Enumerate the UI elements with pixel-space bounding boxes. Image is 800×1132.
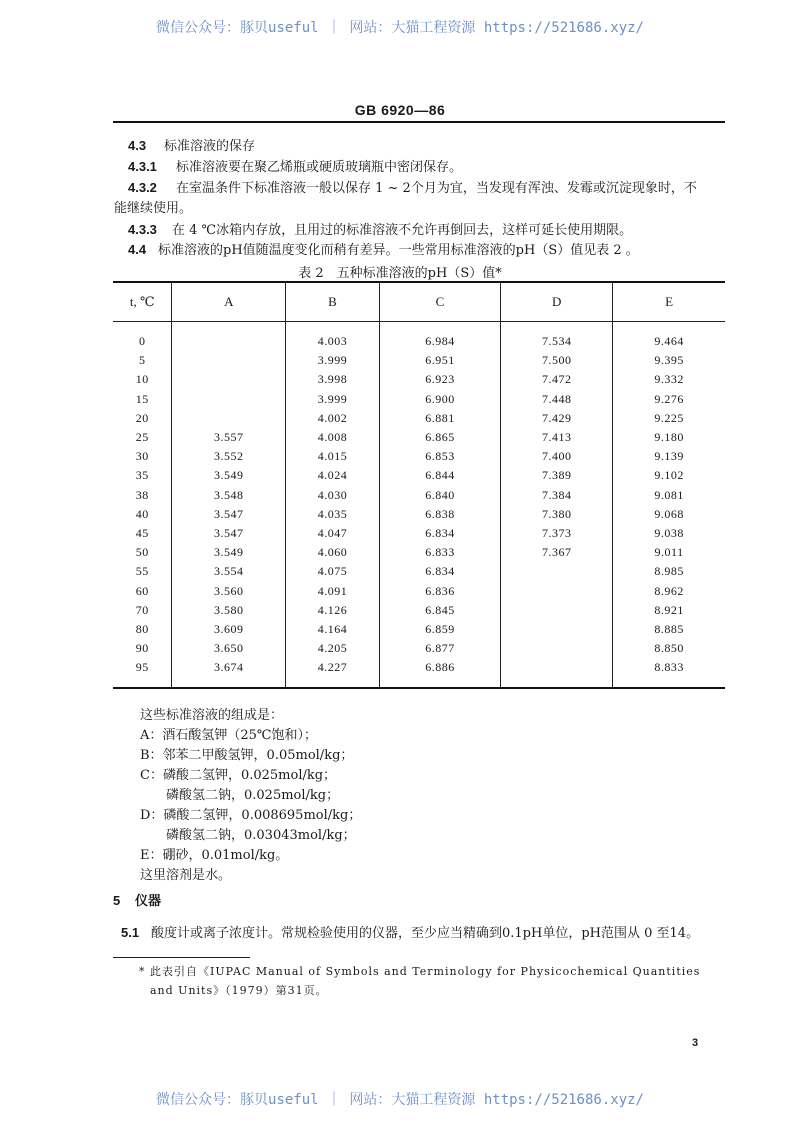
cell-b: 4.075 [286, 562, 380, 581]
cell-b: 4.002 [286, 409, 380, 428]
header-e: E [613, 282, 725, 322]
cell-temperature: 25 [135, 430, 149, 445]
table-row [113, 658, 725, 688]
cell-e: 9.225 [613, 409, 725, 428]
cell-c: 6.877 [379, 639, 501, 658]
table-row [113, 351, 725, 370]
cell-a: 3.547 [172, 505, 286, 524]
table-row [113, 486, 725, 505]
cell-temperature: 0 [138, 334, 146, 349]
cell-temperature: 60 [135, 583, 149, 598]
table-row [113, 322, 725, 352]
cell-d: 7.429 [501, 409, 613, 428]
composition-item: E：硼砂，0.01mol/kg。 [140, 848, 289, 863]
table-row [113, 370, 725, 389]
table-row [113, 581, 725, 600]
table-row [113, 409, 725, 428]
cell-e: 9.068 [613, 505, 725, 524]
cell-c: 6.853 [379, 447, 501, 466]
section-5-1 [121, 925, 699, 942]
cell-c: 6.833 [379, 543, 501, 562]
cell-e: 9.180 [613, 428, 725, 447]
section-number: 4.3 [128, 138, 147, 153]
section-text: 标准溶液的保存 [164, 139, 256, 154]
cell-temperature: 38 [135, 487, 149, 502]
section-text: 标准溶液要在聚乙烯瓶或硬质玻璃瓶中密闭保存。 [176, 160, 463, 175]
section-number: 5.1 [121, 925, 140, 940]
composition-item: 磷酸氢二钠，0.025mol/kg； [140, 788, 340, 803]
header-d: D [501, 282, 613, 322]
cell-c: 6.865 [379, 428, 501, 447]
composition-outro: 这里溶剂是水。 [140, 868, 232, 883]
cell-e: 8.850 [613, 639, 725, 658]
table-row [113, 390, 725, 409]
section-text: 酸度计或离子浓度计。常规检验使用的仪器，至少应当精确到0.1pH单位，pH范围从 0 至14。 [151, 926, 700, 941]
cell-c: 6.900 [379, 390, 501, 409]
cell-b: 4.015 [286, 447, 380, 466]
cell-c: 6.834 [379, 524, 501, 543]
cell-a: 3.674 [172, 658, 286, 688]
table-row [113, 428, 725, 447]
section-number: 4.3.1 [128, 159, 157, 174]
cell-c: 6.845 [379, 601, 501, 620]
header-a: A [172, 282, 286, 322]
section-number: 4.4 [128, 242, 147, 257]
cell-e: 9.081 [613, 486, 725, 505]
table-row [113, 505, 725, 524]
cell-c: 6.886 [379, 658, 501, 688]
cell-a [172, 322, 286, 352]
cell-a: 3.548 [172, 486, 286, 505]
cell-e: 8.985 [613, 562, 725, 581]
cell-d: 7.373 [501, 524, 613, 543]
cell-b: 4.030 [286, 486, 380, 505]
cell-b: 4.164 [286, 620, 380, 639]
section-4-3-2-continuation: 能继续使用。 [114, 201, 193, 216]
page-number: 3 [692, 1037, 699, 1049]
cell-d [501, 639, 613, 658]
section-number: 5 [113, 893, 121, 908]
footnote-line-2: and Units》（1979）第31页。 [150, 984, 328, 997]
header-b: B [286, 282, 380, 322]
cell-a: 3.609 [172, 620, 286, 639]
section-4-3-3 [128, 222, 632, 239]
cell-c: 6.844 [379, 466, 501, 485]
section-number: 4.3.2 [128, 180, 157, 195]
cell-e: 8.921 [613, 601, 725, 620]
cell-e: 9.038 [613, 524, 725, 543]
cell-c: 6.881 [379, 409, 501, 428]
standard-code-header: GB 6920—86 [354, 102, 446, 118]
cell-c: 6.840 [379, 486, 501, 505]
cell-temperature: 15 [135, 391, 149, 406]
footnote-rule [113, 957, 250, 958]
cell-d: 7.472 [501, 370, 613, 389]
cell-b: 4.091 [286, 581, 380, 600]
cell-e: 8.885 [613, 620, 725, 639]
cell-e: 8.962 [613, 581, 725, 600]
cell-d [501, 581, 613, 600]
cell-e: 9.332 [613, 370, 725, 389]
cell-b: 4.060 [286, 543, 380, 562]
cell-a: 3.549 [172, 543, 286, 562]
cell-b: 3.998 [286, 370, 380, 389]
table-row [113, 639, 725, 658]
ph-values-table [113, 281, 725, 689]
cell-temperature: 35 [135, 468, 149, 483]
composition-item: A：酒石酸氢钾（25℃饱和）； [140, 728, 317, 743]
cell-a: 3.549 [172, 466, 286, 485]
cell-temperature: 90 [135, 641, 149, 656]
cell-e: 9.011 [613, 543, 725, 562]
cell-a [172, 351, 286, 370]
cell-e: 9.139 [613, 447, 725, 466]
cell-c: 6.834 [379, 562, 501, 581]
cell-temperature: 80 [135, 621, 149, 636]
watermark-top: 微信公众号：豚贝useful ｜ 网站：大猫工程资源 https://521686.xyz/ [155, 20, 644, 36]
section-4-4 [128, 242, 639, 259]
cell-temperature: 20 [135, 410, 149, 425]
section-text: 标准溶液的pH值随温度变化而稍有差异。一些常用标准溶液的pH（S）值见表 2 。 [158, 243, 639, 258]
cell-temperature: 70 [135, 602, 149, 617]
cell-b: 4.024 [286, 466, 380, 485]
cell-e: 9.395 [613, 351, 725, 370]
cell-a [172, 409, 286, 428]
section-5-heading [113, 893, 161, 910]
header-temperature: t, ℃ [113, 282, 172, 322]
table-row [113, 562, 725, 581]
cell-a: 3.552 [172, 447, 286, 466]
table-row [113, 620, 725, 639]
cell-b: 3.999 [286, 351, 380, 370]
cell-c: 6.984 [379, 322, 501, 352]
cell-d: 7.534 [501, 322, 613, 352]
cell-e: 9.102 [613, 466, 725, 485]
header-c: C [379, 282, 501, 322]
section-text: 在室温条件下标准溶液一般以保存 1 ~ 2个月为宜，当发现有浑浊、发霉或沉淀现象时，不 [176, 181, 697, 196]
cell-b: 4.035 [286, 505, 380, 524]
cell-b: 4.047 [286, 524, 380, 543]
table-row [113, 524, 725, 543]
cell-e: 9.464 [613, 322, 725, 352]
cell-d: 7.380 [501, 505, 613, 524]
cell-a: 3.650 [172, 639, 286, 658]
cell-d [501, 562, 613, 581]
cell-c: 6.951 [379, 351, 501, 370]
cell-c: 6.859 [379, 620, 501, 639]
cell-d [501, 601, 613, 620]
cell-temperature: 10 [135, 372, 149, 387]
cell-a [172, 370, 286, 389]
cell-d: 7.413 [501, 428, 613, 447]
table-row [113, 466, 725, 485]
cell-b: 3.999 [286, 390, 380, 409]
composition-intro: 这些标准溶液的组成是： [140, 708, 284, 723]
cell-temperature: 30 [135, 449, 149, 464]
cell-a: 3.547 [172, 524, 286, 543]
cell-a: 3.554 [172, 562, 286, 581]
table-body [113, 322, 725, 689]
cell-c: 6.838 [379, 505, 501, 524]
section-title: 仪器 [135, 894, 162, 909]
cell-b: 4.126 [286, 601, 380, 620]
cell-temperature: 45 [135, 525, 149, 540]
table-row [113, 447, 725, 466]
cell-e: 9.276 [613, 390, 725, 409]
table-row [113, 543, 725, 562]
cell-d: 7.367 [501, 543, 613, 562]
cell-d [501, 620, 613, 639]
watermark-bottom: 微信公众号：豚贝useful ｜ 网站：大猫工程资源 https://521686.xyz/ [155, 1092, 644, 1108]
cell-c: 6.923 [379, 370, 501, 389]
cell-a: 3.560 [172, 581, 286, 600]
table-row [113, 601, 725, 620]
section-4-3-2 [128, 180, 697, 197]
cell-b: 4.003 [286, 322, 380, 352]
cell-a: 3.580 [172, 601, 286, 620]
composition-item: 磷酸氢二钠，0.03043mol/kg； [140, 828, 356, 843]
cell-d: 7.384 [501, 486, 613, 505]
cell-temperature: 40 [135, 506, 149, 521]
header-rule [113, 121, 725, 123]
cell-d: 7.389 [501, 466, 613, 485]
cell-temperature: 50 [135, 545, 149, 560]
cell-temperature: 55 [135, 564, 149, 579]
cell-b: 4.205 [286, 639, 380, 658]
cell-a [172, 390, 286, 409]
cell-d: 7.400 [501, 447, 613, 466]
cell-d: 7.500 [501, 351, 613, 370]
section-number: 4.3.3 [128, 222, 157, 237]
cell-temperature: 95 [113, 658, 172, 688]
section-4-3 [128, 138, 255, 155]
composition-item: B：邻苯二甲酸氢钾，0.05mol/kg； [140, 748, 354, 763]
footnote-line-1: * 此表引自《IUPAC Manual of Symbols and Terminology for Physicochemical Quantities [139, 965, 701, 978]
table-header-row [113, 282, 725, 322]
cell-a: 3.557 [172, 428, 286, 447]
section-text: 在 4 ℃冰箱内存放，且用过的标准溶液不允许再倒回去，这样可延长使用期限。 [172, 223, 633, 238]
cell-b: 4.008 [286, 428, 380, 447]
cell-c: 6.836 [379, 581, 501, 600]
cell-e: 8.833 [613, 658, 725, 688]
cell-d: 7.448 [501, 390, 613, 409]
composition-item: D：磷酸二氢钾，0.008695mol/kg； [140, 808, 362, 823]
composition-item: C：磷酸二氢钾，0.025mol/kg； [140, 768, 337, 783]
cell-b: 4.227 [286, 658, 380, 688]
cell-d [501, 658, 613, 688]
section-4-3-1 [128, 159, 462, 176]
table-caption: 表 2 五种标准溶液的pH（S）值* [298, 266, 502, 281]
cell-temperature: 5 [138, 353, 146, 368]
